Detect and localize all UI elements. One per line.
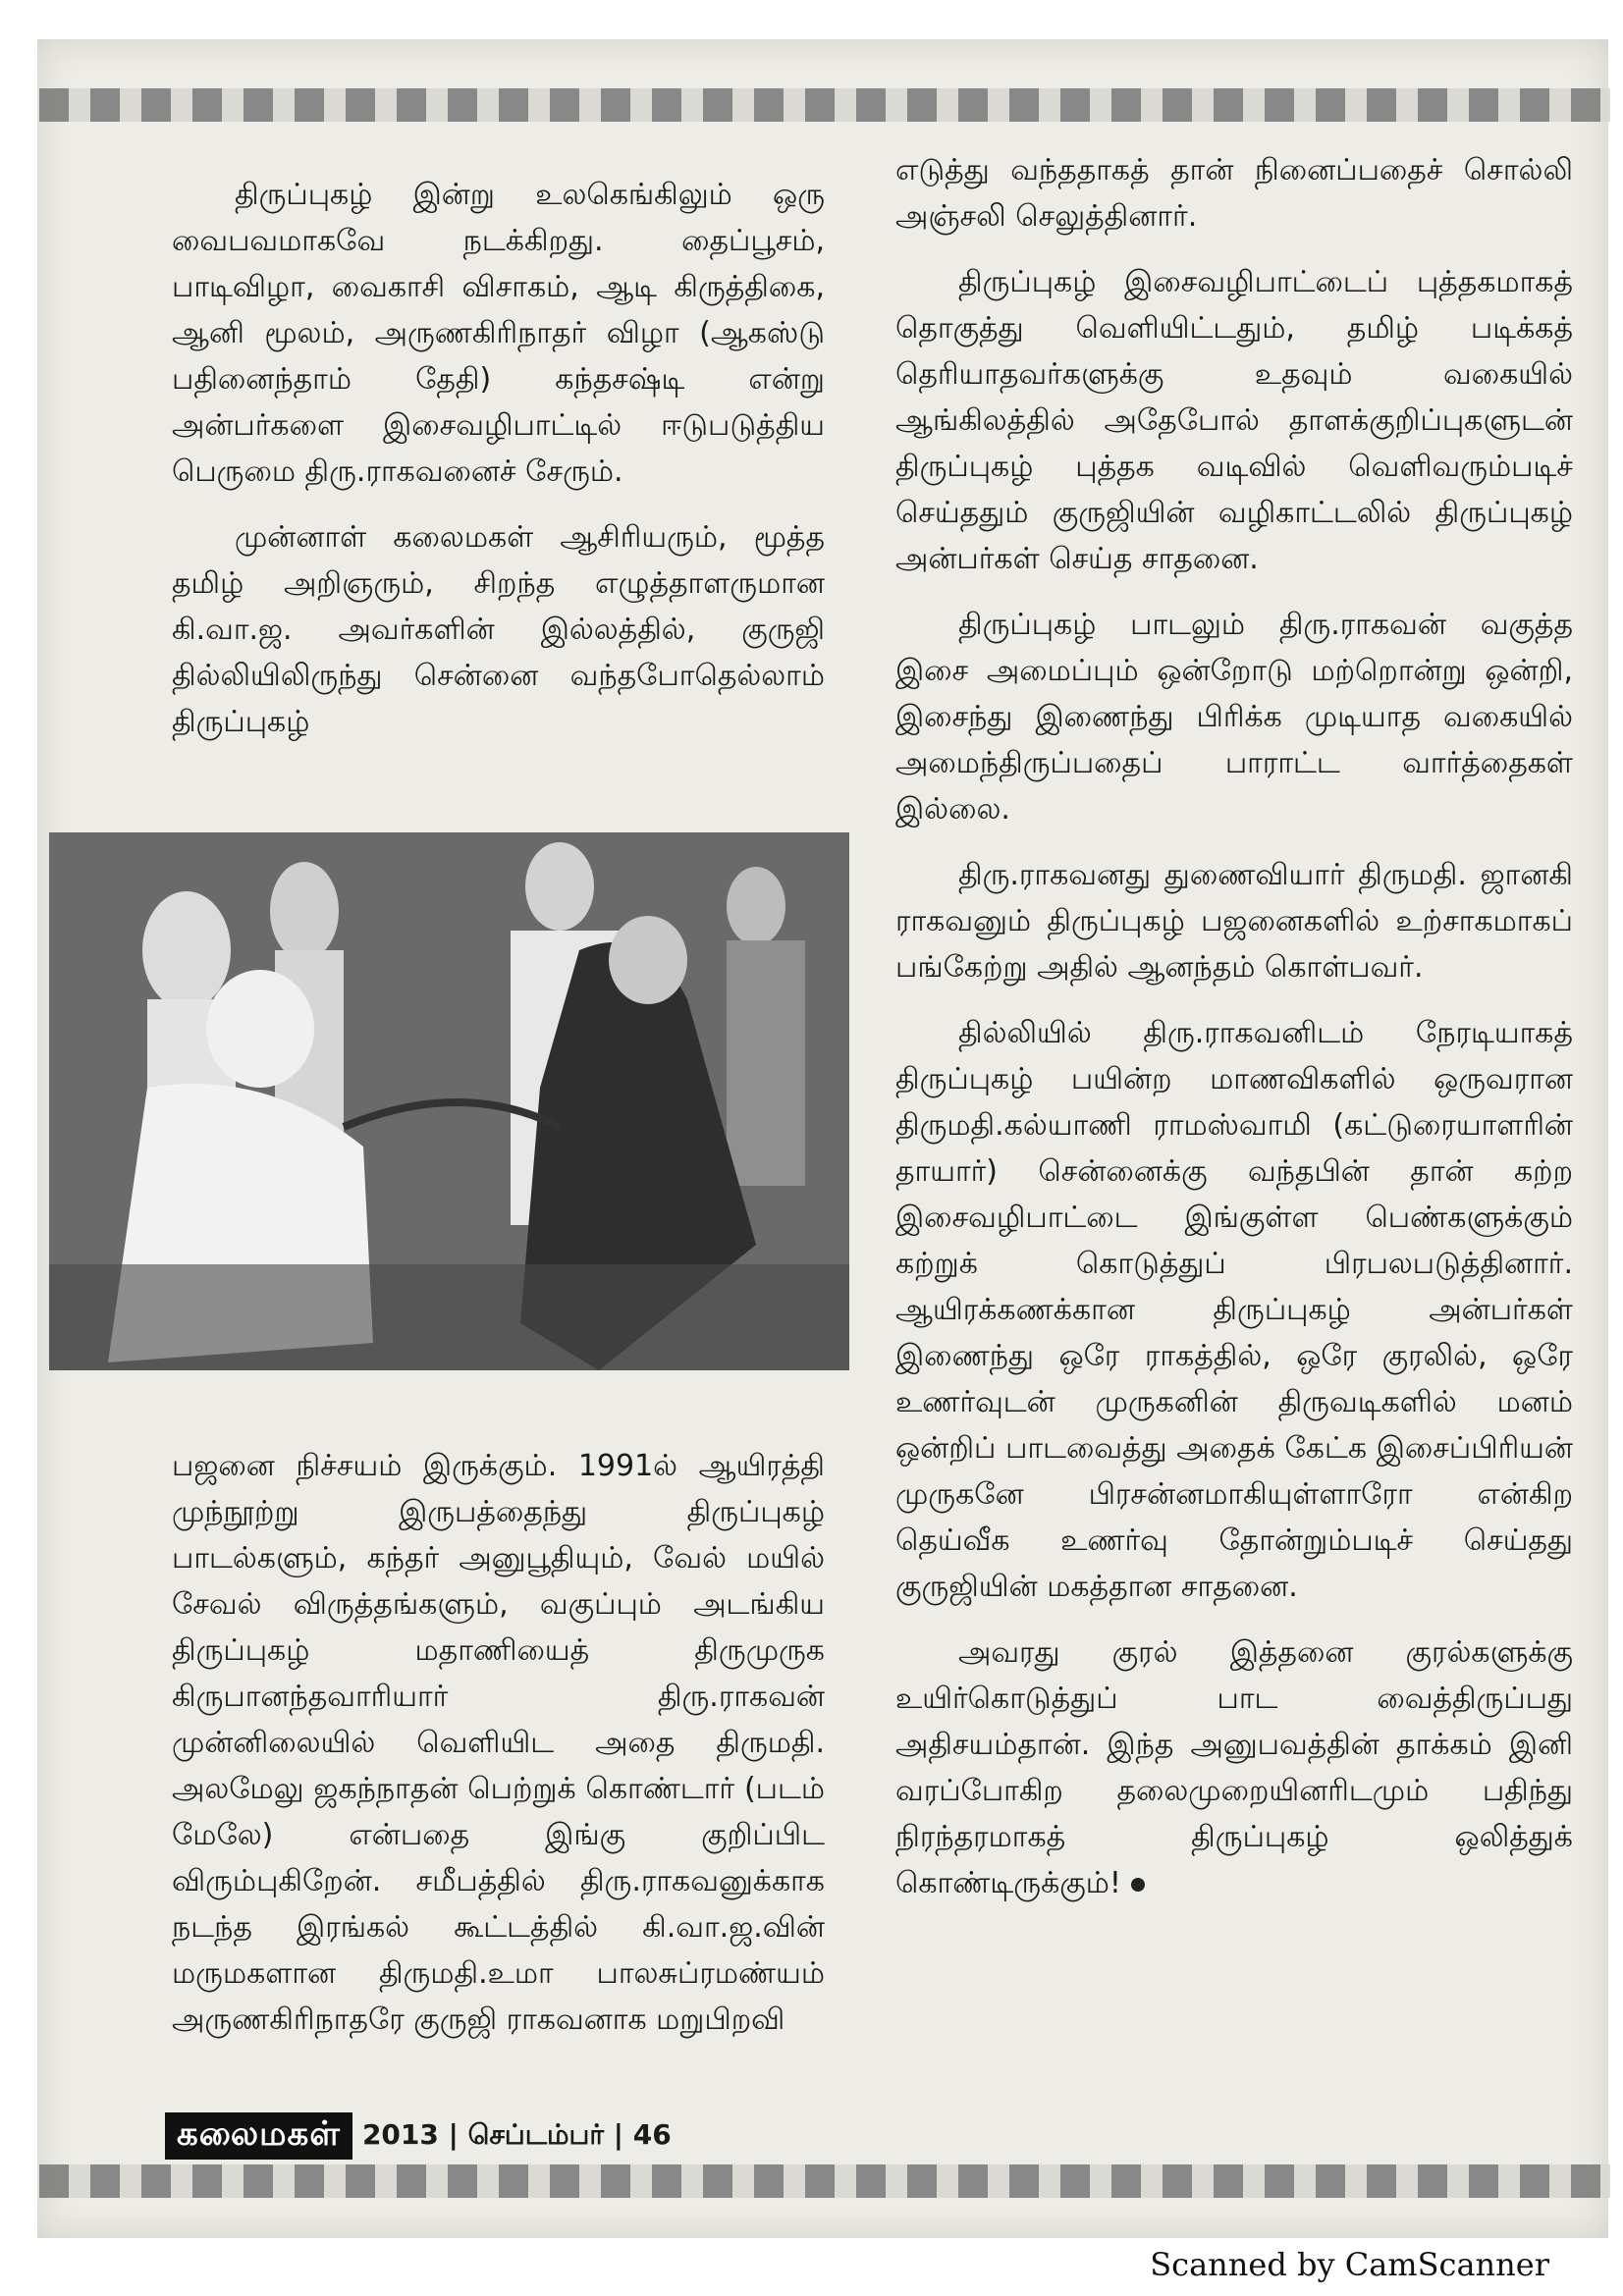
bottom-decorative-border bbox=[39, 2164, 1610, 2198]
paragraph: திருப்புகழ் இசைவழிபாட்டைப் புத்தகமாகத் தொகுத்து வெளியிட்டதும், தமிழ் படிக்கத் தெரியாதவர்களுக்கு உதவும் வகையில் ஆங்கிலத்தில் அதேபோல் தாளக்குறிப்புகளுடன் திருப்புகழ் புத்தக வடிவில் வெளிவரும்படிச் செய்ததும் குருஜியின் வழிகாட்டலில் திருப்புகழ் அன்பர்கள் செய்த சாதனை. bbox=[895, 265, 1573, 576]
paragraph: தில்லியில் திரு.ராகவனிடம் நேரடியாகத் திருப்புகழ் பயின்ற மாணவிகளில் ஒருவரான திருமதி.கல்யாணி ராமஸ்வாமி (கட்டுரையாளரின் தாயார்) சென்னைக்கு வந்தபின் தான் கற்ற இசைவழிபாட்டை இங்குள்ள பெண்களுக்கும் கற்றுக் கொடுத்துப் பிரபலபடுத்தினார். ஆயிரக்கணக்கான திருப்புகழ் அன்பர்கள் இணைந்து ஒரே ராகத்தில், ஒரே குரலில், ஒரே உணர்வுடன் முருகனின் திருவடிகளில் மனம் ஒன்றிப் பாடவைத்து அதைக் கேட்க இசைப்பிரியன் முருகனே பிரசன்னமாகியுள்ளாரோ என்கிற தெய்வீக உணர்வு தோன்றும்படிச் செய்தது குருஜியின் மகத்தான சாதனை. bbox=[895, 1016, 1573, 1604]
left-column-top bbox=[172, 172, 825, 765]
paragraph: பஜனை நிச்சயம் இருக்கும். 1991ல் ஆயிரத்தி முந்நூற்று இருபத்தைந்து திருப்புகழ் பாடல்களும், கந்தர் அனுபூதியும், வேல் மயில் சேவல் விருத்தங்களும், வகுப்பும் அடங்கிய திருப்புகழ் மதாணியைத் திருமுருக கிருபானந்தவாரியார் திரு.ராகவன் முன்னிலையில் வெளியிட அதை திருமதி. அலமேலு ஜகந்நாதன் பெற்றுக் கொண்டார் (படம் மேலே) என்பதை இங்கு குறிப்பிட விரும்புகிறேன். சமீபத்தில் திரு.ராகவனுக்காக நடந்த இரங்கல் கூட்டத்தில் கி.வா.ஜ.வின் மருமகளான திருமதி.உமா பாலசுப்ரமண்யம் அருணகிரிநாதரே குருஜி ராகவனாக மறுபிறவி bbox=[172, 1449, 825, 2037]
event-photo bbox=[49, 832, 849, 1370]
paragraph: திரு.ராகவனது துணைவியார் திருமதி. ஜானகி ராகவனும் திருப்புகழ் பஜனைகளில் உற்சாகமாகப் பங்கேற்று அதில் ஆனந்தம் கொள்பவர். bbox=[895, 858, 1573, 985]
top-decorative-border bbox=[39, 88, 1610, 122]
paragraph: திருப்புகழ் பாடலும் திரு.ராகவன் வகுத்த இசை அமைப்பும் ஒன்றோடு மற்றொன்று ஒன்றி, இசைந்து இணைந்து பிரிக்க முடியாத வகையில் அமைந்திருப்பதைப் பாராட்ட வார்த்தைகள் இல்லை. bbox=[895, 608, 1573, 827]
paragraph: எடுத்து வந்ததாகத் தான் நினைப்பதைச் சொல்லி அஞ்சலி செலுத்தினார். bbox=[895, 153, 1573, 234]
paragraph: திருப்புகழ் இன்று உலகெங்கிலும் ஒரு வைபவமாகவே நடக்கிறது. தைப்பூசம், பாடிவிழா, வைகாசி விசாகம், ஆடி கிருத்திகை, ஆனி மூலம், அருணகிரிநாதர் விழா (ஆகஸ்டு பதினைந்தாம் தேதி) கந்தசஷ்டி என்று அன்பர்களை இசைவழிபாட்டில் ஈடுபடுத்திய பெருமை திரு.ராகவனைச் சேரும். bbox=[172, 178, 825, 489]
magazine-logo: கலைமகள் bbox=[165, 2112, 352, 2160]
scanner-watermark: Scanned by CamScanner bbox=[1150, 2246, 1549, 2283]
paragraph-last bbox=[895, 1629, 1573, 1906]
issue-info: 2013 | செப்டம்பர் | 46 bbox=[361, 2117, 672, 2151]
page-footer bbox=[165, 2112, 672, 2160]
paragraph: முன்னாள் கலைமகள் ஆசிரியரும், மூத்த தமிழ் அறிஞரும், சிறந்த எழுத்தாளருமான கி.வா.ஜ. அவர்களின் இல்லத்தில், குருஜி தில்லியிலிருந்து சென்னை வந்தபோதெல்லாம் திருப்புகழ் bbox=[172, 520, 825, 739]
end-bullet-icon bbox=[1131, 1878, 1145, 1892]
left-column-bottom bbox=[172, 1443, 825, 2062]
right-column bbox=[895, 147, 1573, 1926]
photo-illustration bbox=[49, 832, 849, 1370]
paragraph-text: அவரது குரல் இத்தனை குரல்களுக்கு உயிர்கொடுத்துப் பாட வைத்திருப்பது அதிசயம்தான். இந்த அனுபவத்தின் தாக்கம் இனி வரப்போகிற தலைமுறையினரிடமும் பதிந்து நிரந்தரமாகத் திருப்புகழ் ஒலித்துக் கொண்டிருக்கும்! bbox=[895, 1635, 1573, 1900]
